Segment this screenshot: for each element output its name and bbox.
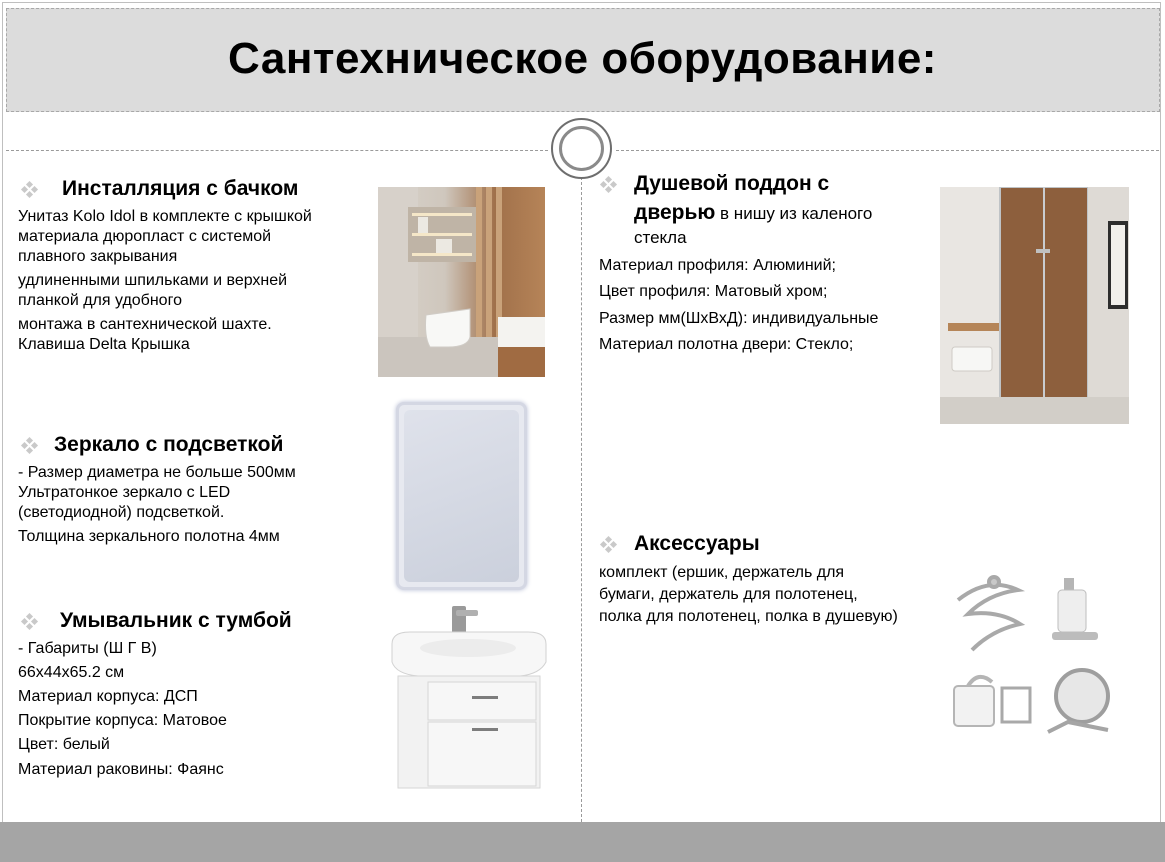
diamond-bullet-icon — [22, 182, 36, 196]
sink-line: Покрытие корпуса: Матовое — [18, 712, 227, 729]
diamond-bullet-icon — [601, 537, 615, 551]
led-mirror-image — [396, 402, 527, 590]
circle-ornament-icon — [551, 118, 612, 179]
diamond-bullet-icon — [22, 614, 36, 628]
accessories-line: полка для полотенец, полка в душевую) — [599, 608, 898, 625]
vertical-divider — [581, 172, 582, 822]
installation-line: Клавиша Delta Крышка — [18, 336, 190, 353]
sink-heading: Умывальник с тумбой — [60, 609, 292, 632]
sink-line: Материал раковины: Фаянс — [18, 761, 224, 778]
shower-heading-line2 — [634, 201, 872, 225]
installation-line: материала дюропласт с системой — [18, 228, 272, 245]
bath-accessories-image — [948, 570, 1124, 746]
shower-line: Материал полотна двери: Стекло; — [599, 336, 854, 353]
shower-heading-tail: в нишу из каленого — [715, 204, 873, 223]
installation-line: планкой для удобного — [18, 292, 182, 309]
mirror-heading: Зеркало с подсветкой — [54, 433, 284, 456]
shower-heading: Душевой поддон с — [634, 172, 830, 195]
diamond-bullet-icon — [22, 438, 36, 452]
sink-line: - Габариты (Ш Г В) — [18, 640, 157, 657]
mirror-line: Ультратонкое зеркало с LED — [18, 484, 231, 501]
shower-heading-line3: стекла — [634, 228, 687, 247]
shower-line: Размер мм(ШхВхД): индивидуальные — [599, 310, 879, 327]
accessories-line: комплект (ершик, держатель для — [599, 564, 845, 581]
sink-line: Материал корпуса: ДСП — [18, 688, 198, 705]
installation-line: удлиненными шпильками и верхней — [18, 272, 288, 289]
installation-heading: Инсталляция с бачком — [62, 177, 299, 200]
shower-niche-image — [940, 187, 1129, 424]
accessories-heading: Аксессуары — [634, 532, 760, 555]
installation-line: плавного закрывания — [18, 248, 178, 265]
divider-right — [616, 150, 1159, 151]
shower-heading-bold: дверью — [634, 201, 716, 224]
mirror-line: Толщина зеркального полотна 4мм — [18, 528, 280, 545]
toilet-installation-image — [378, 187, 545, 377]
mirror-line: - Размер диаметра не больше 500мм — [18, 464, 296, 481]
sink-cabinet-image — [390, 604, 548, 794]
sink-line: 66х44х65.2 см — [18, 664, 125, 681]
accessories-line: бумаги, держатель для полотенец, — [599, 586, 858, 603]
footer-bar — [0, 822, 1165, 862]
diamond-bullet-icon — [601, 177, 615, 191]
shower-line: Материал профиля: Алюминий; — [599, 257, 836, 274]
installation-line: монтажа в сантехнической шахте. — [18, 316, 272, 333]
installation-line: Унитаз Kolo Idol в комплекте с крышкой — [18, 208, 312, 225]
page-title: Сантехническое оборудование: — [228, 34, 937, 83]
divider-left — [6, 150, 548, 151]
shower-line: Цвет профиля: Матовый хром; — [599, 283, 828, 300]
sink-line: Цвет: белый — [18, 736, 110, 753]
mirror-line: (светодиодной) подсветкой. — [18, 504, 225, 521]
